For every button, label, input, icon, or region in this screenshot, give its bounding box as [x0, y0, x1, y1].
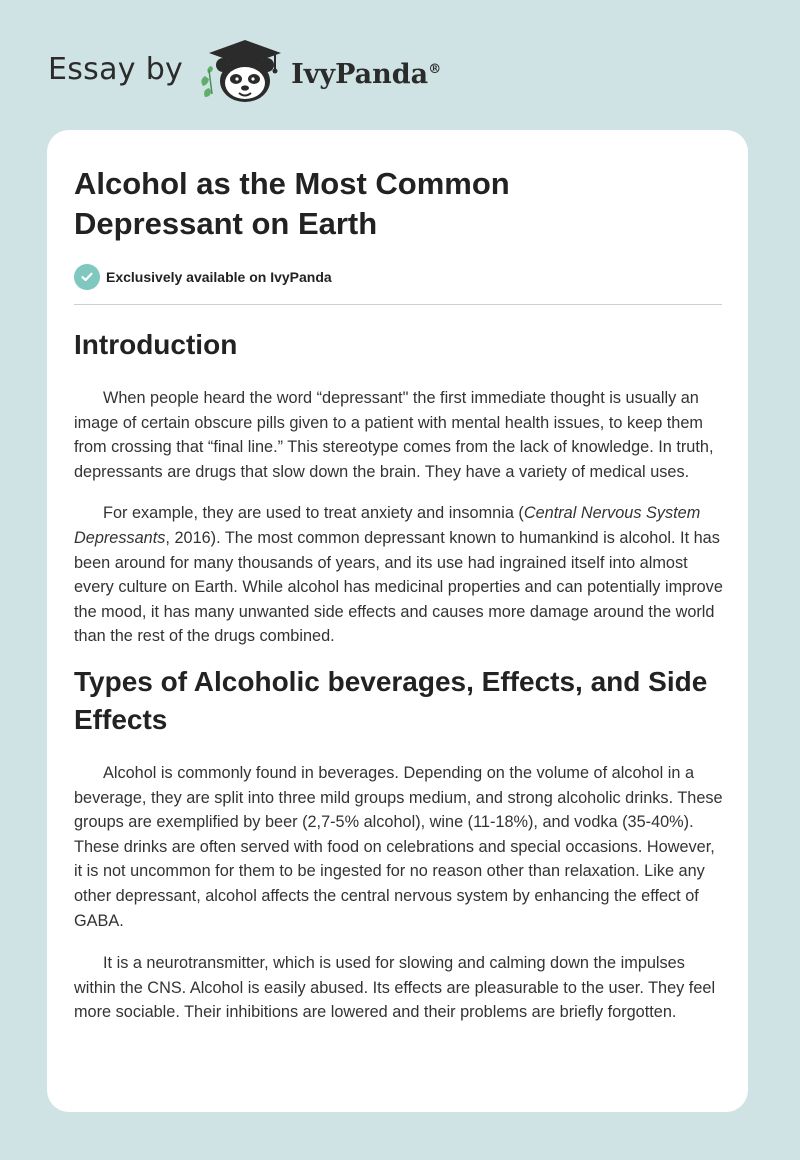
page-title: Alcohol as the Most Common Depressant on Earth	[74, 166, 510, 241]
citation: Central Nervous System Depressants	[74, 504, 701, 547]
paragraph: It is a neurotransmitter, which is used for slowing and calming down the impulses within the CNS. Alcohol is easily abused. Its effects are pleasurable to the user. They feel more sociable. Their inhibitions are lowered and their problems are briefly forgotten.	[74, 954, 716, 1022]
registered-mark: ®	[428, 61, 442, 77]
check-circle-icon	[74, 264, 100, 290]
essay-by-label: Essay by	[48, 51, 184, 87]
exclusive-badge	[74, 264, 722, 290]
divider	[74, 304, 722, 305]
panda-graduation-cap-icon	[195, 36, 287, 106]
article-card	[47, 130, 748, 1112]
paragraph: For example, they are used to treat anxiety and insomnia (Central Nervous System Depressants, 2016). The most common depressant known to humankind is alcohol. It has been around for many thousands of years, and its use had ingrained itself into almost every culture on Earth. While alcohol has medicinal properties and can potentially improve the mood, it has many unwanted side effects and causes more damage around the world than the rest of the drugs combined.	[74, 504, 723, 646]
section-heading-types: Types of Alcoholic beverages, Effects, and Side Effects	[74, 665, 708, 735]
paragraph: When people heard the word “depressant" the first immediate thought is usually an image of certain obscure pills given to a patient with mental health issues, to keep them from crossing that “final line.” This stereotype comes from the lack of knowledge. In truth, depressants are drugs that slow down the brain. They have a variety of medical uses.	[74, 389, 714, 481]
section-heading-introduction: Introduction	[74, 329, 238, 360]
paragraph: Alcohol is commonly found in beverages. Depending on the volume of alcohol in a beverage, they are split into three mild groups medium, and strong alcoholic drinks. These groups are exemplified by beer (2,7-5% alcohol), wine (11-18%), and vodka (35-40%). These drinks are often served with food on celebrations and special occasions. However, it is not uncommon for them to be ingested for no reason other than relaxation. Like any other depressant, alcohol affects the central nervous system by enhancing the effect of GABA.	[74, 763, 723, 930]
ivypanda-logo[interactable]	[195, 36, 441, 106]
brand-name: IvyPanda®	[291, 58, 442, 90]
site-header	[48, 36, 441, 106]
exclusive-label: Exclusively available on IvyPanda	[106, 269, 332, 285]
